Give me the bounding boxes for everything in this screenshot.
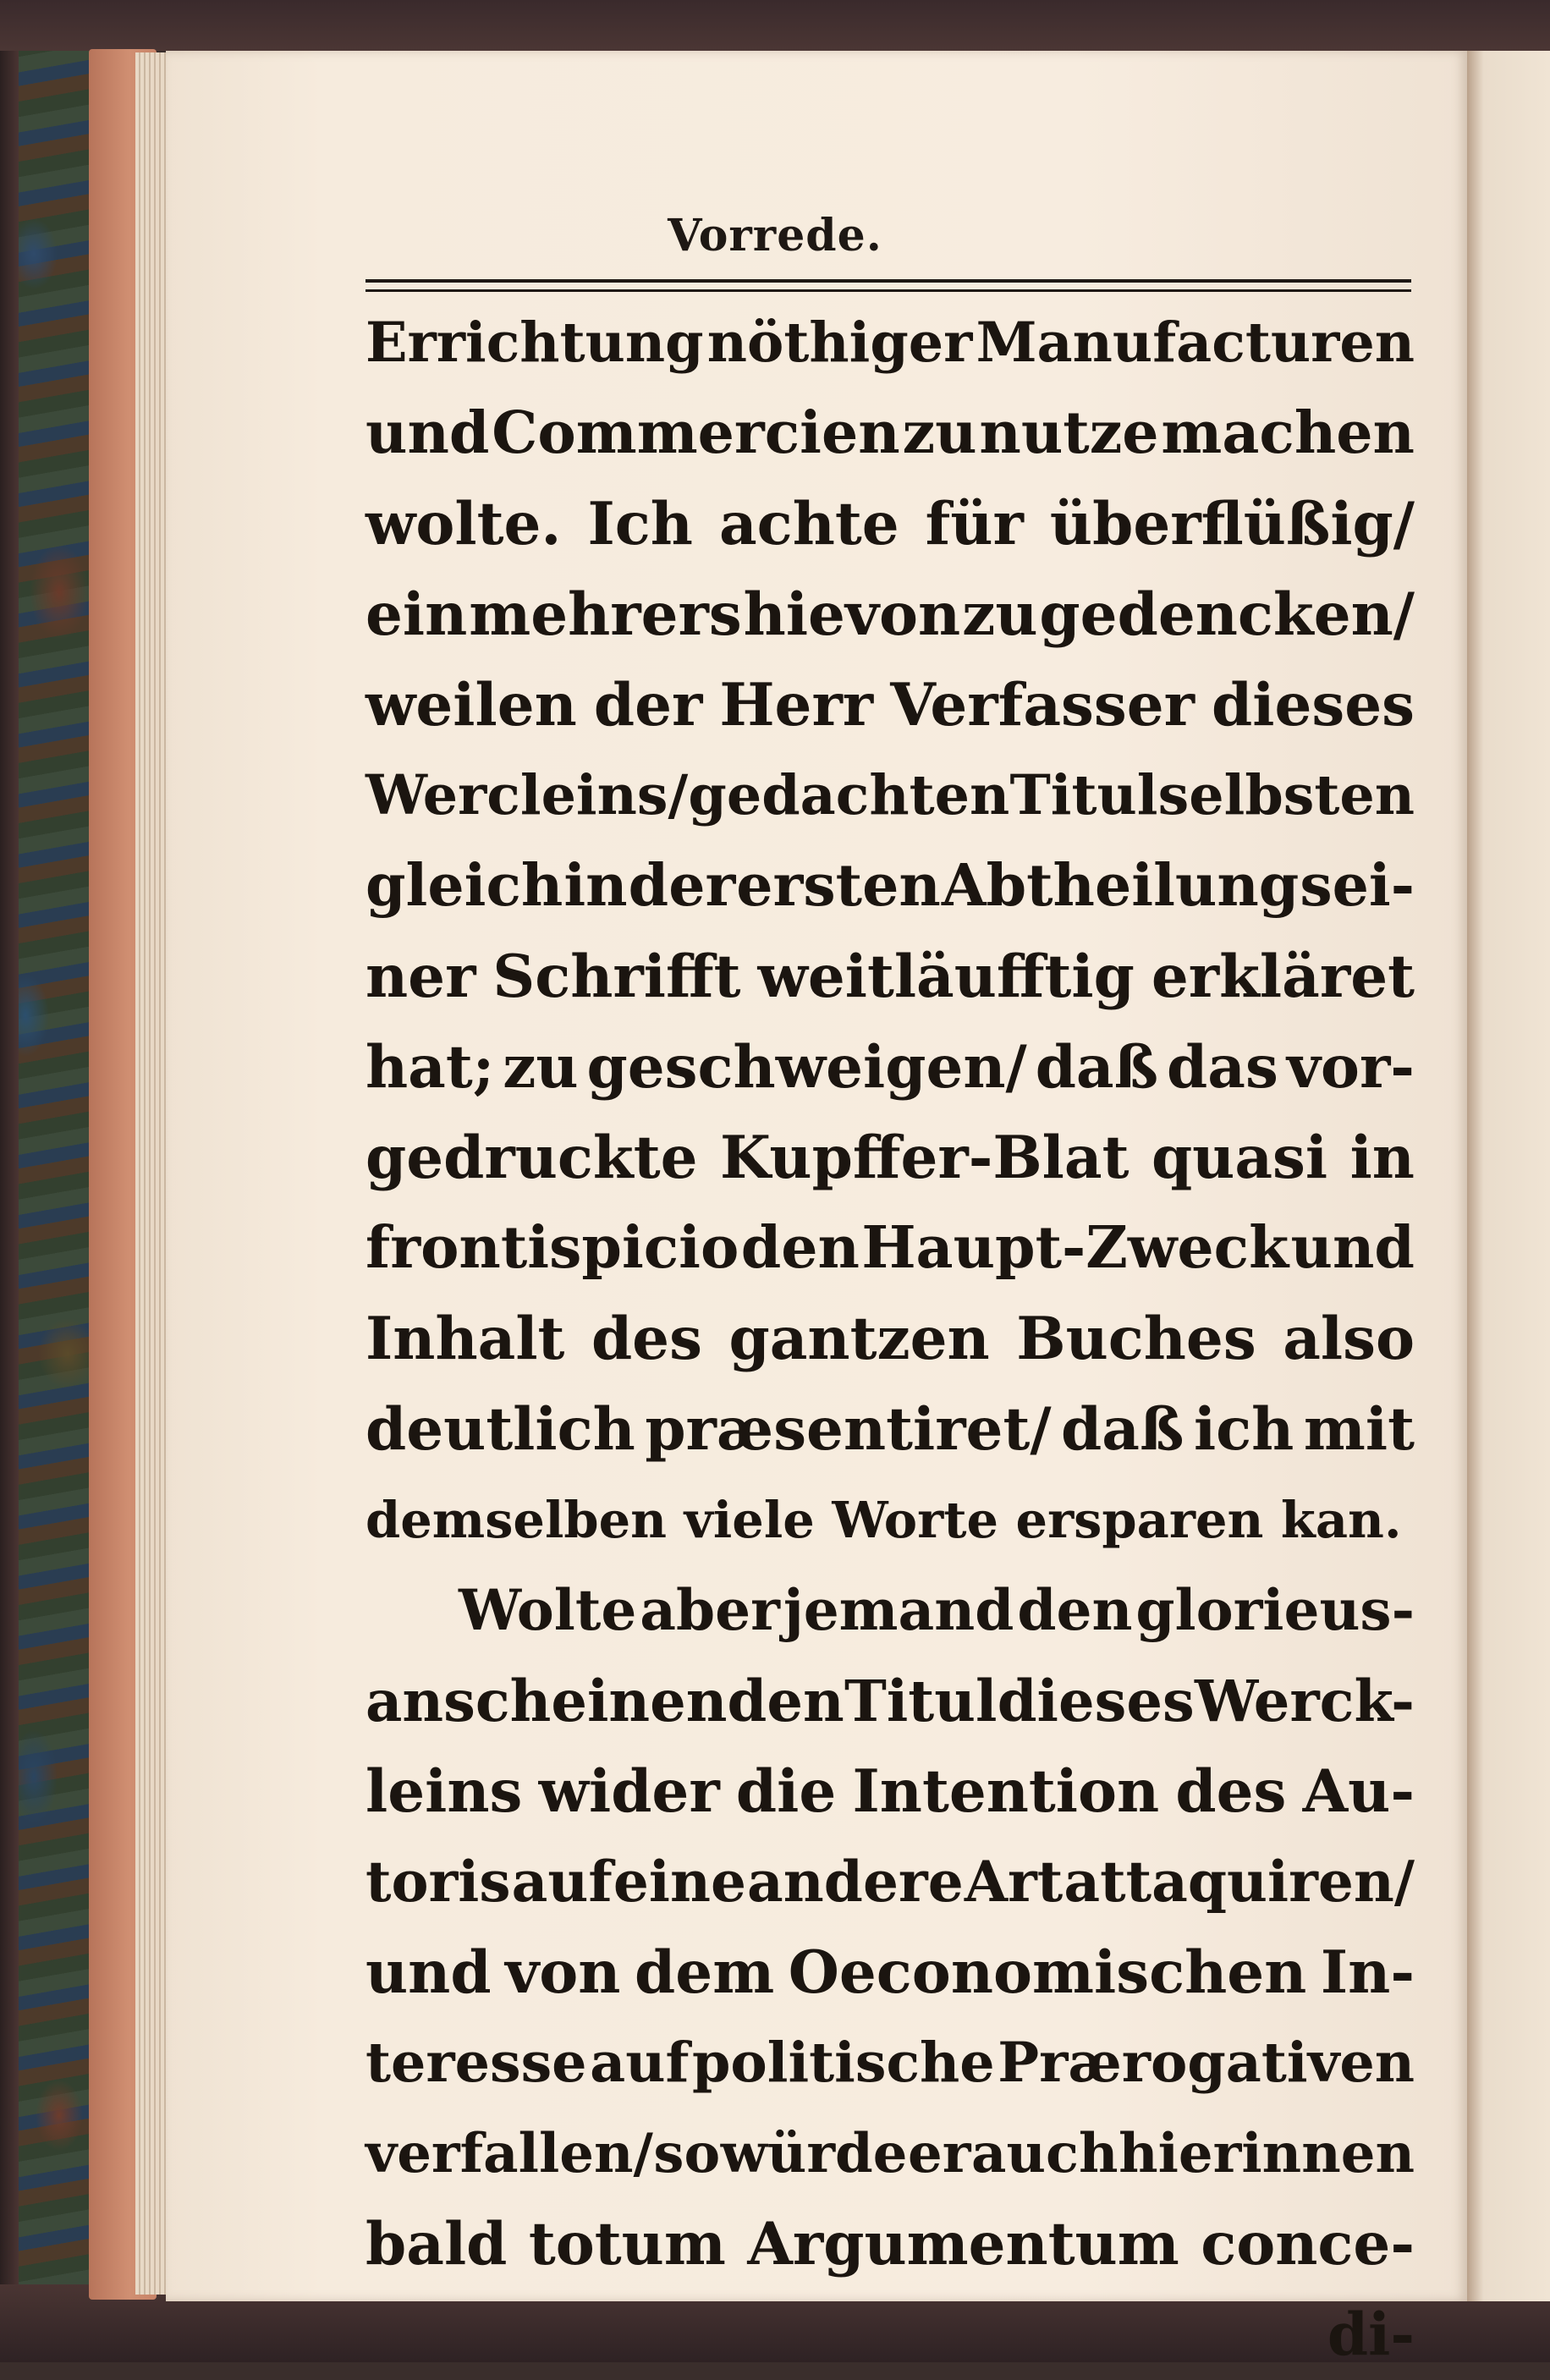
word: dieses: [997, 1668, 1195, 1734]
word: weitläufftig: [757, 943, 1135, 1011]
word: Schrifft: [492, 943, 741, 1011]
text-line: [366, 569, 1415, 660]
word: für: [925, 490, 1024, 558]
word: auf: [590, 2031, 690, 2095]
word: in: [1349, 1124, 1415, 1192]
word: vor-: [1286, 1033, 1415, 1102]
word: so: [653, 2122, 721, 2185]
word: frontispicio: [366, 1214, 739, 1282]
word: daß: [1035, 1033, 1159, 1102]
text-line: [366, 1113, 1415, 1203]
word: zu: [962, 580, 1038, 649]
text-line: [366, 841, 1415, 932]
word: des: [591, 1305, 702, 1373]
word: Verfasser: [890, 671, 1195, 739]
text-line: [366, 1746, 1415, 1837]
word: ner: [366, 943, 476, 1011]
word: Buches: [1016, 1305, 1256, 1373]
word: von: [505, 1938, 621, 2007]
text-line: [366, 1203, 1415, 1294]
word: verfallen/: [366, 2122, 653, 2185]
header-rule: [366, 279, 1411, 292]
word: auf: [511, 1849, 613, 1915]
word: bald: [366, 2210, 508, 2278]
word: machen: [1161, 399, 1415, 467]
word: In-: [1320, 1938, 1415, 2007]
running-head: Vorrede.: [668, 210, 882, 261]
word: quasi: [1151, 1124, 1328, 1192]
word: hievon: [743, 580, 961, 649]
catchword: di-: [1327, 2300, 1415, 2369]
text-line: [366, 1837, 1415, 1927]
word: nutze: [979, 399, 1159, 467]
word: leins: [366, 1757, 523, 1826]
word: politische: [691, 2031, 995, 2095]
body-text: [366, 298, 1415, 2380]
word: weilen: [366, 671, 577, 739]
word: Art: [964, 1849, 1064, 1915]
word: eine: [613, 1849, 746, 1915]
facing-page-edge: [1467, 51, 1550, 2301]
word: mit: [1303, 1395, 1415, 1464]
word: dieses: [1212, 671, 1415, 739]
text-line: [366, 932, 1415, 1022]
word: und: [366, 1938, 492, 2007]
word: andere: [747, 1849, 964, 1915]
text-line: [366, 298, 1415, 388]
text-line: [366, 479, 1415, 569]
word: Errichtung: [366, 311, 704, 375]
word: Commercien: [492, 399, 900, 467]
word: der: [628, 852, 736, 920]
word: gedachten: [688, 763, 1010, 827]
word: Titul: [1009, 763, 1158, 827]
word: gleich: [366, 852, 563, 920]
word: ein: [366, 580, 468, 649]
word: Abtheilung: [941, 852, 1300, 920]
word: auch: [971, 2122, 1119, 2185]
word: hierinnen: [1119, 2122, 1415, 2185]
word: glorieus-: [1135, 1577, 1415, 1643]
word: wolte.: [366, 490, 562, 558]
word: anscheinenden: [366, 1668, 844, 1734]
word: selbsten: [1157, 763, 1415, 827]
word: ersten: [736, 852, 941, 920]
word: wider: [538, 1757, 720, 1826]
word: würde: [720, 2122, 908, 2185]
word: Argumentum: [747, 2210, 1179, 2278]
word: und: [366, 399, 490, 467]
word: mehrers: [469, 580, 742, 649]
text-line: [366, 1384, 1415, 1475]
word: den: [1017, 1577, 1133, 1643]
word: Wercleins/: [366, 763, 689, 827]
text-line: [366, 1294, 1415, 1384]
word: überflüßig/: [1049, 490, 1415, 558]
word: gedruckte: [366, 1124, 698, 1192]
word: deutlich: [366, 1395, 635, 1464]
word: attaquiren/: [1064, 1849, 1415, 1915]
word: Haupt-Zweck: [861, 1214, 1289, 1282]
text-line: [366, 1656, 1415, 1746]
word: hat;: [366, 1033, 495, 1102]
word: des: [1175, 1757, 1287, 1826]
text-line: [366, 2018, 1415, 2108]
word: der: [593, 671, 703, 739]
text-line: [366, 1565, 1415, 1656]
word: den: [740, 1214, 860, 1282]
text-line: [366, 2108, 1415, 2199]
text-line: [366, 1927, 1415, 2018]
word: præsentiret/: [645, 1395, 1052, 1464]
word: geschweigen/: [586, 1033, 1027, 1102]
word: aber: [640, 1577, 780, 1643]
word: Prærogativen: [998, 2031, 1415, 2095]
word: Werck-: [1194, 1668, 1415, 1734]
word: conce-: [1201, 2210, 1415, 2278]
word: zu: [503, 1033, 579, 1102]
word: sei-: [1300, 852, 1415, 920]
word: Inhalt: [366, 1305, 565, 1373]
word: er: [908, 2122, 971, 2185]
word: also: [1283, 1305, 1415, 1373]
word: gedencken/: [1039, 580, 1415, 649]
text-line: [366, 388, 1415, 479]
word: Ich: [587, 490, 693, 558]
word: jemand: [783, 1577, 1014, 1643]
word: Kupffer-Blat: [719, 1124, 1130, 1192]
word: dem: [635, 1938, 775, 2007]
text-line: [366, 2199, 1415, 2289]
binding-top: [0, 0, 1550, 51]
word: Herr: [719, 671, 874, 739]
word: Manufacturen: [976, 311, 1415, 375]
word: die: [735, 1757, 837, 1826]
word: und: [1290, 1214, 1415, 1282]
word: Au-: [1302, 1757, 1415, 1826]
word: nöthiger: [706, 311, 973, 375]
word: das: [1167, 1033, 1278, 1102]
word: teresse: [366, 2031, 587, 2095]
word: Wolte: [459, 1577, 637, 1643]
word: Oeconomischen: [788, 1938, 1307, 2007]
word: gantzen: [728, 1305, 990, 1373]
word: in: [563, 852, 628, 920]
word: ich: [1193, 1395, 1294, 1464]
text-line: [366, 1022, 1415, 1113]
word: achte: [718, 490, 899, 558]
word: toris: [366, 1849, 511, 1915]
cover-edge: [0, 0, 19, 2362]
word: Titul: [844, 1668, 998, 1734]
text-line: [366, 660, 1415, 750]
word: zu: [902, 399, 977, 467]
text-line: [366, 750, 1415, 841]
text-line: demselben viele Worte ersparen kan.: [366, 1491, 1402, 1549]
word: daß: [1061, 1395, 1184, 1464]
word: Intention: [852, 1757, 1160, 1826]
word: totum: [528, 2210, 726, 2278]
word: erkläret: [1151, 943, 1415, 1011]
